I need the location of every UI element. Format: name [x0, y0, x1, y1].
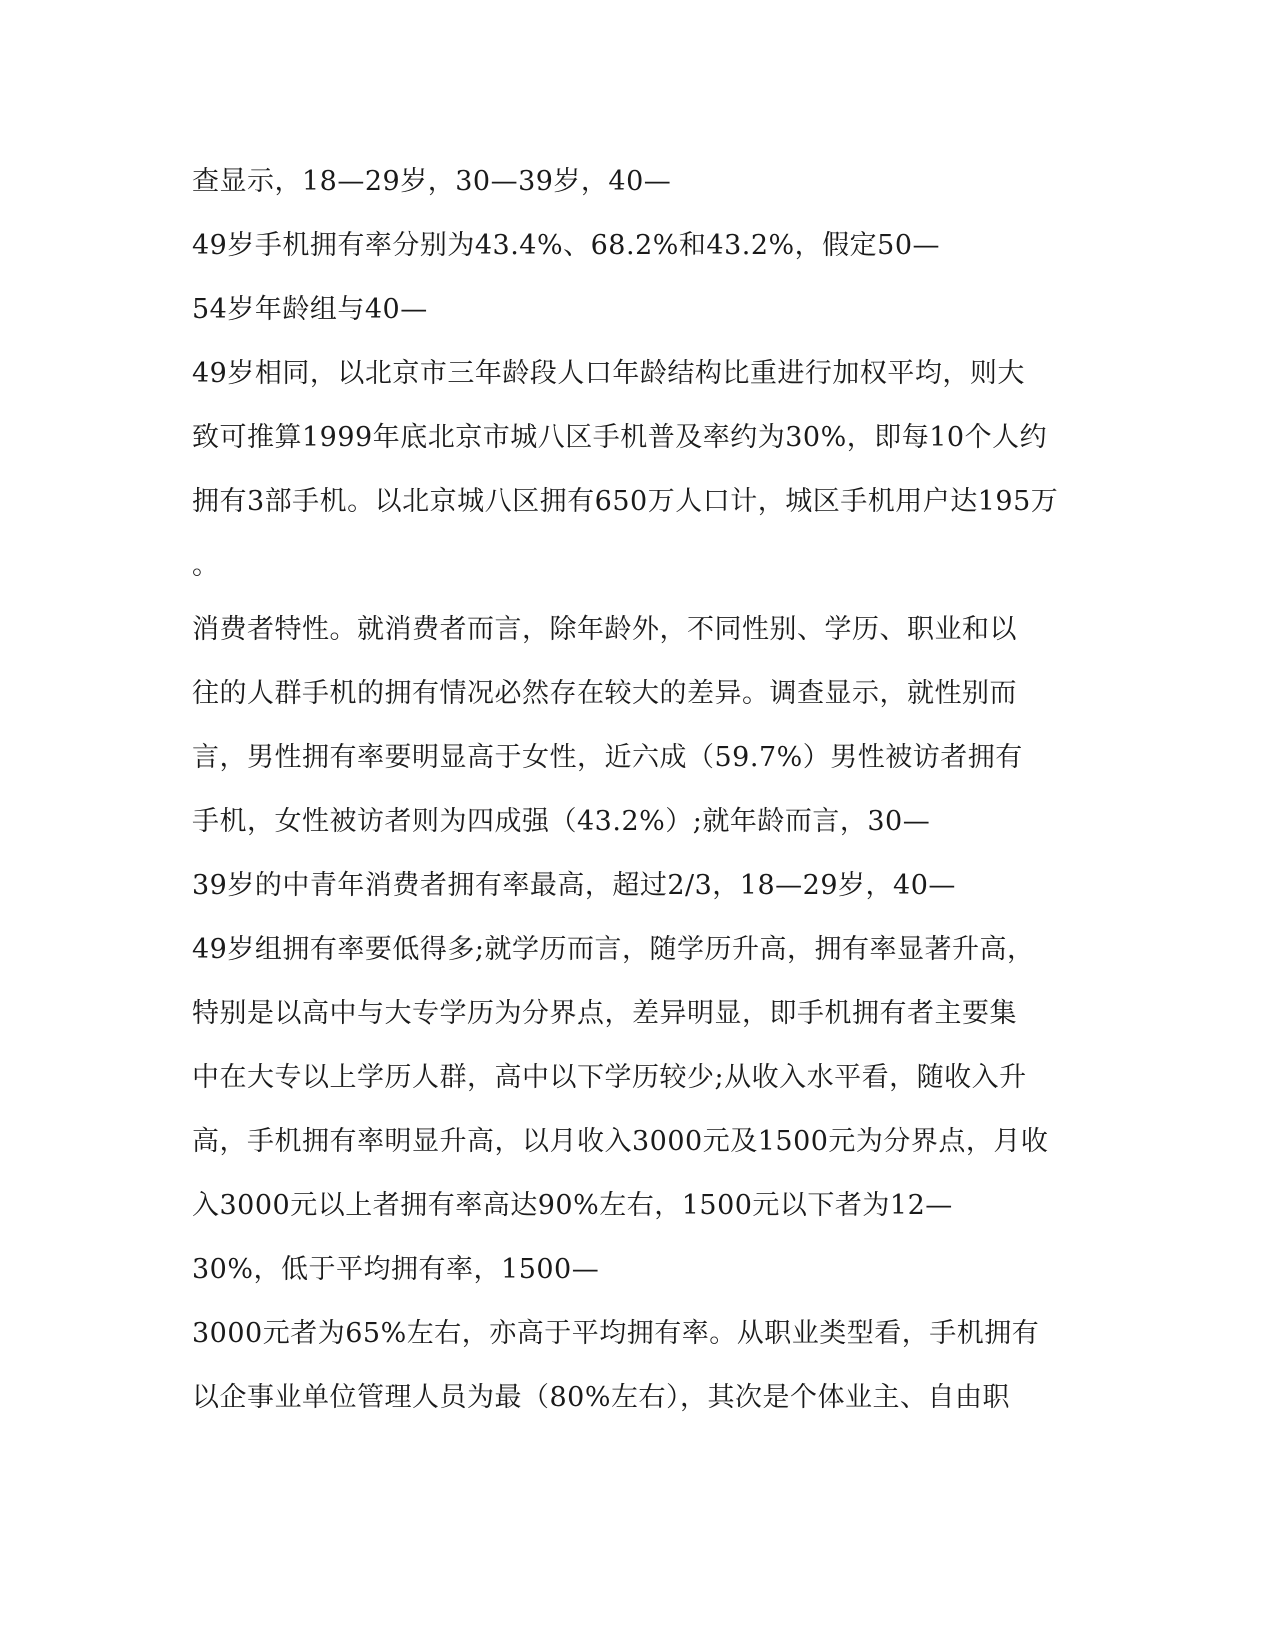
text-line: 3000元者为65%左右，亦高于平均拥有率。从职业类型看，手机拥有	[192, 1318, 1040, 1349]
text-line: 以企事业单位管理人员为最（80%左右），其次是个体业主、自由职	[192, 1382, 1011, 1413]
text-line: 入3000元以上者拥有率高达90%左右，1500元以下者为12—	[192, 1190, 953, 1221]
text-line: 高，手机拥有率明显升高，以月收入3000元及1500元为分界点，月收	[192, 1126, 1049, 1157]
text-line: 中在大专以上学历人群，高中以下学历较少;从收入水平看，随收入升	[192, 1062, 1027, 1093]
text-line: 致可推算1999年底北京市城八区手机普及率约为30%，即每10个人约	[192, 422, 1048, 453]
text-line: 查显示，18—29岁，30—39岁，40—	[192, 166, 672, 197]
text-line: 往的人群手机的拥有情况必然存在较大的差异。调查显示，就性别而	[192, 678, 1017, 709]
text-line: 。	[192, 550, 220, 581]
text-line: 49岁相同，以北京市三年龄段人口年龄结构比重进行加权平均，则大	[192, 358, 1025, 389]
text-line: 消费者特性。就消费者而言，除年龄外，不同性别、学历、职业和以	[192, 614, 1017, 645]
text-line: 拥有3部手机。以北京城八区拥有650万人口计，城区手机用户达195万	[192, 486, 1059, 517]
body-text	[192, 165, 1092, 1445]
text-line: 30%，低于平均拥有率，1500—	[192, 1254, 600, 1285]
text-line: 49岁组拥有率要低得多;就学历而言，随学历升高，拥有率显著升高，	[192, 934, 1035, 965]
text-line: 言，男性拥有率要明显高于女性，近六成（59.7%）男性被访者拥有	[192, 742, 1023, 773]
text-line: 手机，女性被访者则为四成强（43.2%）;就年龄而言，30—	[192, 806, 931, 837]
text-line: 49岁手机拥有率分别为43.4%、68.2%和43.2%，假定50—	[192, 230, 941, 261]
text-line: 特别是以高中与大专学历为分界点，差异明显，即手机拥有者主要集	[192, 998, 1017, 1029]
text-line: 54岁年龄组与40—	[192, 294, 428, 325]
text-line: 39岁的中青年消费者拥有率最高，超过2/3，18—29岁，40—	[192, 870, 956, 901]
